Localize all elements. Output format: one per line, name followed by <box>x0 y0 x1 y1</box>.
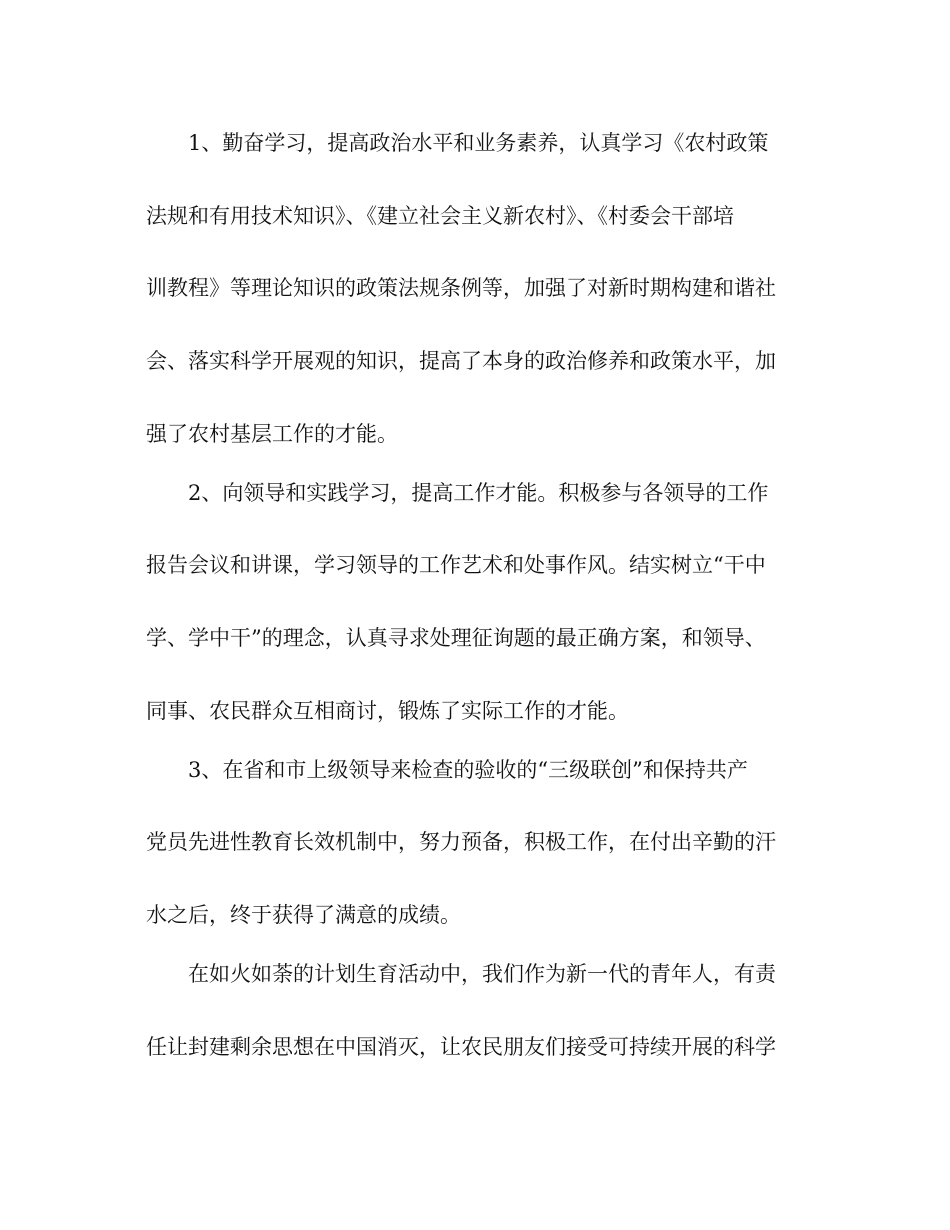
paragraph-line: 报告会议和讲课，学习领导的工作艺术和处事作风。结实树立“干中 <box>146 553 766 577</box>
paragraph-line: 强了农村基层工作的才能。 <box>146 422 398 446</box>
paragraph-line: 1、勤奋学习，提高政治水平和业务素养，认真学习《农村政策 <box>188 131 769 155</box>
paragraph-line: 3、在省和市上级领导来检查的验收的“三级联创”和保持共产 <box>188 758 748 782</box>
paragraph-line: 同事、农民群众互相商讨，锻炼了实际工作的才能。 <box>146 699 629 723</box>
paragraph-line: 2、向领导和实践学习，提高工作才能。积极参与各领导的工作 <box>188 481 769 505</box>
paragraph-line: 水之后，终于获得了满意的成绩。 <box>146 903 461 927</box>
paragraph-line: 训教程》等理论知识的政策法规条例等，加强了对新时期构建和谐社 <box>146 276 776 300</box>
paragraph-line: 法规和有用技术知识》、《建立社会主义新农村》、《村委会干部培 <box>146 204 734 228</box>
paragraph-line: 在如火如荼的计划生育活动中，我们作为新一代的青年人，有责 <box>188 962 776 986</box>
paragraph-line: 任让封建剩余思想在中国消灭，让农民朋友们接受可持续开展的科学 <box>146 1035 776 1059</box>
paragraph-line: 会、落实科学开展观的知识，提高了本身的政治修养和政策水平，加 <box>146 349 776 373</box>
paragraph-line: 党员先进性教育长效机制中，努力预备，积极工作，在付出辛勤的汗 <box>146 830 776 854</box>
paragraph-line: 学、学中干”的理念，认真寻求处理征询题的最正确方案，和领导、 <box>146 626 766 650</box>
